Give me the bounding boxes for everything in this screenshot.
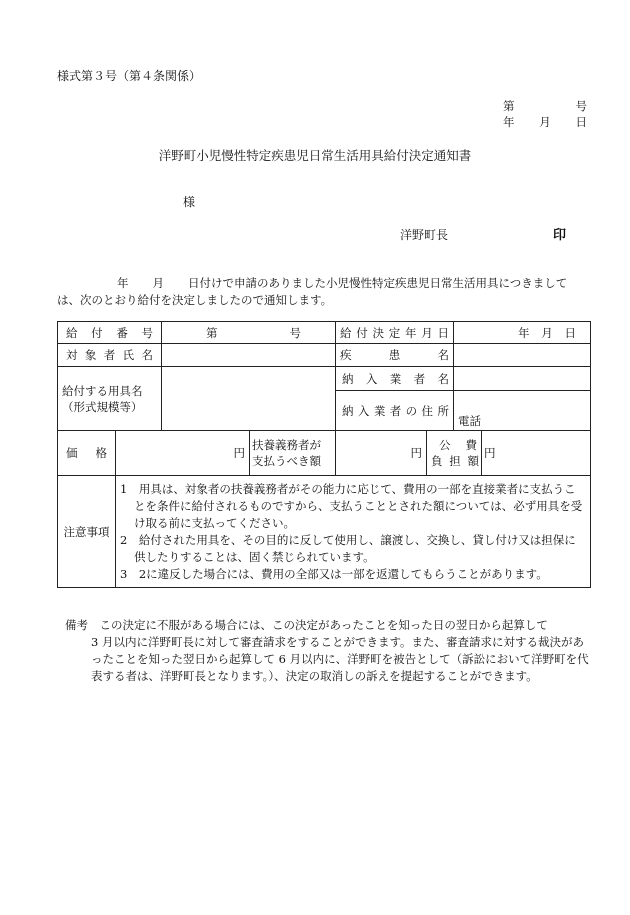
supplier-name-value-cell bbox=[454, 367, 591, 391]
disease-value-cell bbox=[454, 344, 591, 367]
recipient-name-label-cell: 対 象 者 氏 名 bbox=[58, 344, 162, 367]
equipment-name-label: 給付する用具名 bbox=[62, 383, 143, 398]
supplier-address-value-cell bbox=[454, 391, 591, 431]
decision-day: 日 bbox=[564, 325, 576, 340]
seal-mark: 印 bbox=[553, 228, 567, 243]
guardian-payment-label-1: 扶養義務者が bbox=[252, 438, 321, 452]
body-line1-rest: 日付けで申請のありました小児慢性特定疾患児日常生活用具につきまして bbox=[188, 276, 568, 290]
decision-date-value-cell bbox=[454, 322, 591, 344]
decision-year: 年 bbox=[518, 325, 530, 340]
date-day: 日 bbox=[575, 115, 587, 129]
table-row-notes bbox=[58, 476, 591, 588]
doc-no-prefix: 第 bbox=[503, 99, 515, 113]
remarks-first-line bbox=[65, 617, 590, 634]
grant-number-value-cell bbox=[162, 322, 336, 344]
decision-table bbox=[57, 321, 591, 588]
guardian-payment-value-cell bbox=[336, 431, 427, 476]
public-burden-value bbox=[482, 445, 496, 461]
guardian-yen: 円 bbox=[410, 446, 422, 460]
note-item-3: 3 2に違反した場合には、費用の全部又は一部を返還してもらうことがあります。 bbox=[120, 566, 548, 581]
note-item-1: 1 用具は、対象者の扶養義務者がその能力に応じて、費用の一部を直接業者に支払うことを条件に給付されるものですから、支払うこととされた額については、必ず用具を受け取る前に支払ってください。 bbox=[120, 481, 583, 530]
remarks-text-first: この決定に不服がある場合には、この決定があったことを知った日の翌日から起算して bbox=[99, 618, 548, 632]
body-year: 年 bbox=[117, 276, 129, 290]
document-date bbox=[503, 114, 587, 130]
phone-label: 電話 bbox=[458, 414, 481, 428]
decision-month: 月 bbox=[541, 325, 553, 340]
issuer-mayor: 洋野町長 bbox=[400, 228, 449, 242]
public-burden-cell bbox=[427, 431, 591, 476]
remarks-section bbox=[65, 617, 590, 685]
equipment-name-label-cell bbox=[58, 367, 162, 431]
grant-no-suffix: 号 bbox=[289, 325, 301, 340]
note-item-2: 2 給付された用具を、その目的に反して使用し、譲渡し、交換し、貸し付け又は担保に供したりすることは、固く禁じられています。 bbox=[120, 532, 576, 564]
supplier-name-label-cell: 納 入 業 者 名 bbox=[336, 367, 454, 391]
table-row-grant-number bbox=[58, 322, 591, 344]
form-number-label: 様式第３号（第４条関係） bbox=[57, 69, 202, 83]
document-number bbox=[503, 98, 587, 114]
guardian-payment-label-cell bbox=[250, 431, 336, 476]
notes-label: 注意事項 bbox=[63, 524, 110, 539]
body-line-1 bbox=[57, 275, 590, 292]
disease-label-cell: 疾 患 名 bbox=[336, 344, 454, 367]
public-yen: 円 bbox=[484, 446, 496, 460]
equipment-name-value-cell bbox=[162, 367, 336, 431]
document-title: 洋野町小児慢性特定疾患児日常生活用具給付決定通知書 bbox=[158, 148, 472, 163]
decision-date-label-cell: 給 付 決 定 年 月 日 bbox=[336, 322, 454, 344]
table-row-amounts bbox=[58, 431, 591, 476]
date-year: 年 bbox=[503, 115, 515, 129]
grant-number-label-cell bbox=[58, 322, 162, 344]
table-row-supplier bbox=[58, 367, 591, 391]
price-yen: 円 bbox=[233, 446, 245, 460]
remarks-lead: 備考 bbox=[65, 618, 88, 632]
notes-list bbox=[116, 476, 591, 588]
notes-label-cell bbox=[58, 476, 116, 588]
doc-no-suffix: 号 bbox=[575, 99, 587, 113]
grant-number-label: 給 付 番 号 bbox=[66, 325, 153, 340]
addressee-honorific: 様 bbox=[183, 195, 196, 209]
body-line-2: は、次のとおり給付を決定しましたので通知します。 bbox=[57, 293, 333, 307]
date-month: 月 bbox=[539, 115, 551, 129]
equipment-spec-label: （形式規模等） bbox=[62, 399, 143, 414]
remarks-text-rest: 3 月以内に洋野町長に対して審査請求をすることができます。また、審査請求に対する裁決があったことを知った翌日から起算して 6 月以内に、洋野町を被告として（訴訟において洋野町を代表する者は、洋野町長となります。）、決定の取消しの訴えを提起することができます。 bbox=[91, 635, 589, 683]
price-label-cell: 価 格 bbox=[58, 431, 116, 476]
guardian-payment-label-2: 支払うべき額 bbox=[252, 454, 321, 468]
table-row-recipient bbox=[58, 344, 591, 367]
recipient-name-value-cell bbox=[162, 344, 336, 367]
body-month: 月 bbox=[152, 276, 164, 290]
price-value-cell bbox=[116, 431, 250, 476]
public-burden-label: 公 費 負 担 額 bbox=[427, 431, 482, 475]
notification-body bbox=[57, 275, 590, 309]
supplier-address-label-cell: 納 入 業 者 の 住 所 bbox=[336, 391, 454, 431]
grant-no-prefix: 第 bbox=[206, 325, 218, 340]
